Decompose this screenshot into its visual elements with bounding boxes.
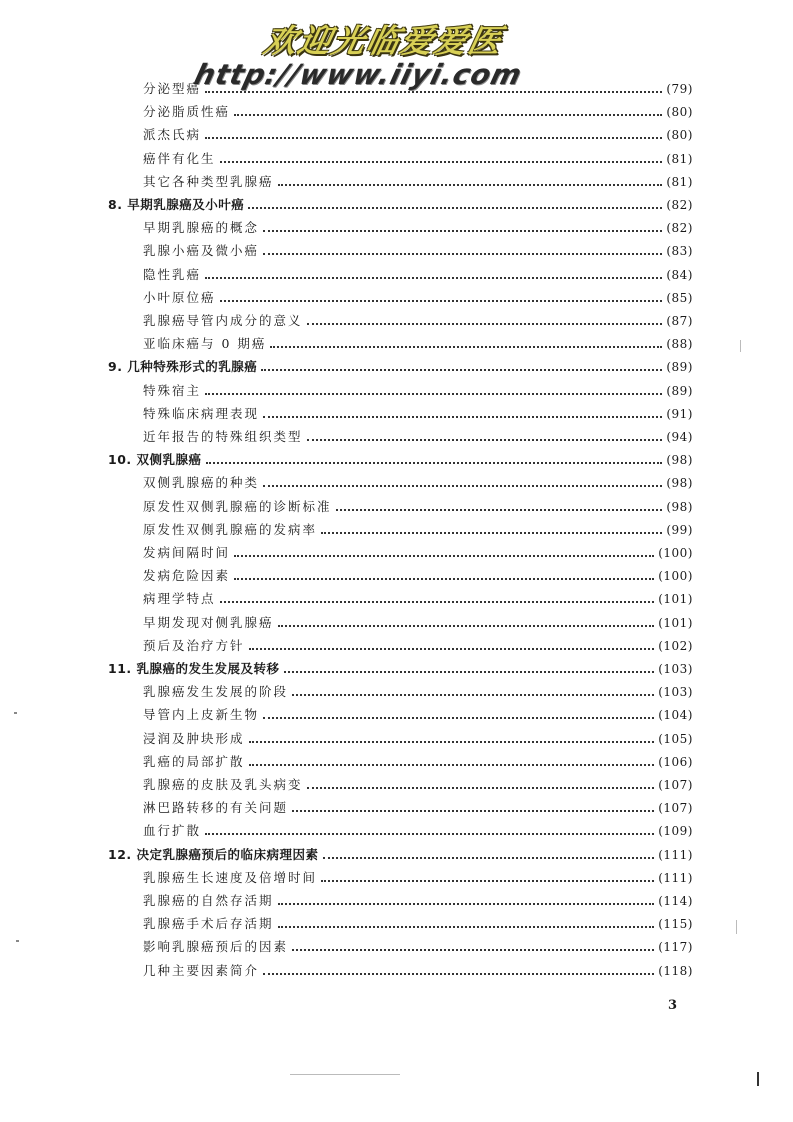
toc-entry-title: 导管内上皮新生物 [143,707,260,723]
toc-entry-page: (82) [666,221,693,236]
dot-leader [284,671,655,673]
toc-subsection-entry [143,612,693,634]
toc-entry-title: 乳癌的局部扩散 [143,753,245,769]
dot-leader [307,323,663,325]
toc-entry-page: (105) [658,731,693,746]
dot-leader [323,857,655,859]
toc-subsection-entry [143,287,693,309]
dot-leader [206,462,663,464]
toc-entry-title: 乳腺癌的皮肤及乳头病变 [143,777,303,792]
toc-subsection-entry [143,751,693,773]
toc-subsection-entry [143,78,693,100]
dot-leader [278,184,663,186]
toc-entry-page: (101) [658,615,693,630]
scan-speck [736,920,737,934]
toc-entry-page: (91) [666,406,693,421]
dot-leader [263,230,662,232]
toc-subsection-entry [143,565,693,587]
toc-entry-title: 特殊宿主 [143,382,202,398]
toc-entry-page: (89) [666,360,693,375]
toc-entry-page: (100) [658,546,693,560]
scan-speck [290,1074,400,1075]
toc-entry-title: 11. 乳腺癌的发生发展及转移 [108,661,280,676]
toc-subsection-entry [143,797,693,819]
toc-entry-page: (84) [666,267,693,282]
toc-subsection-entry [143,124,693,146]
dot-leader [321,880,654,882]
toc-entry-page: (87) [666,314,693,328]
toc-subsection-entry [143,171,693,193]
toc-entry-title: 原发性双侧乳腺癌的发病率 [143,521,318,537]
toc-entry-title: 亚临床癌与 0 期癌 [143,336,267,352]
toc-entry-page: (104) [658,708,693,723]
toc-entry-page: (103) [658,662,693,676]
dot-leader [220,601,655,603]
toc-subsection-entry [143,264,693,286]
toc-subsection-entry [143,728,693,750]
toc-subsection-entry [143,310,693,332]
scan-speck [740,340,741,352]
toc-entry-title: 乳腺癌手术后存活期 [143,916,274,932]
toc-entry-page: (85) [666,290,693,305]
watermark-url: http://www.iiyi.com [190,58,526,91]
scan-speck [16,940,19,942]
dot-leader [220,300,663,302]
toc-entry-title: 发病危险因素 [143,568,231,584]
toc-entry-page: (111) [658,870,693,885]
toc-subsection-entry [143,774,693,796]
toc-entry-title: 特殊临床病理表现 [143,405,260,421]
toc-entry-title: 几种主要因素简介 [143,962,260,978]
toc-subsection-entry [143,472,693,494]
dot-leader [261,369,662,371]
dot-leader [234,555,654,557]
toc-entry-page: (98) [666,499,693,514]
toc-entry-page: (99) [666,522,693,537]
dot-leader [292,949,654,951]
dot-leader [205,833,654,835]
toc-subsection-entry [143,426,693,448]
toc-entry-page: (83) [666,244,693,259]
dot-leader [249,741,655,743]
toc-entry-title: 隐性乳癌 [143,266,202,282]
dot-leader [205,137,662,139]
toc-section-entry [108,449,693,471]
toc-entry-title: 血行扩散 [143,823,202,839]
toc-entry-title: 派杰氏病 [143,127,202,143]
dot-leader [278,926,655,928]
dot-leader [278,903,655,905]
toc-entry-page: (80) [666,128,693,143]
toc-subsection-entry [143,867,693,889]
toc-entry-title: 原发性双侧乳腺癌的诊断标准 [143,498,332,514]
dot-leader [249,648,655,650]
toc-subsection-entry [143,519,693,541]
toc-entry-page: (102) [658,638,693,653]
toc-subsection-entry [143,240,693,262]
toc-entry-page: (100) [658,569,693,584]
toc-entry-title: 乳腺癌发生发展的阶段 [143,684,289,700]
scan-speck [757,1072,759,1086]
dot-leader [249,764,655,766]
toc-entry-title: 乳腺小癌及微小癌 [143,243,260,259]
page-number: 3 [668,998,678,1013]
toc-subsection-entry [143,333,693,355]
toc-entry-page: (106) [658,754,693,769]
toc-entry-page: (79) [666,82,693,96]
dot-leader [205,277,662,279]
scan-speck [14,712,17,714]
toc-entry-page: (111) [658,847,693,862]
toc-subsection-entry [143,635,693,657]
toc-entry-page: (98) [666,453,693,468]
toc-entry-title: 早期发现对侧乳腺癌 [143,614,274,630]
toc-entry-page: (118) [658,963,693,978]
toc-entry-title: 其它各种类型乳腺癌 [143,173,274,189]
toc-subsection-entry [143,890,693,912]
toc-entry-title: 癌伴有化生 [143,150,216,166]
toc-entry-title: 影响乳腺癌预后的因素 [143,939,289,955]
toc-entry-title: 乳腺癌导管内成分的意义 [143,313,303,328]
dot-leader [263,253,662,255]
toc-entry-title: 预后及治疗方针 [143,637,245,653]
toc-entry-title: 8. 早期乳腺癌及小叶癌 [108,197,245,212]
dot-leader [307,439,663,441]
toc-entry-page: (98) [666,476,693,491]
dot-leader [292,810,654,812]
toc-entry-title: 9. 几种特殊形式的乳腺癌 [108,359,258,375]
watermark-title: 欢迎光临爱爱医 [260,22,507,60]
toc-subsection-entry [143,542,693,564]
dot-leader [263,416,662,418]
dot-leader [336,509,663,511]
dot-leader [205,91,662,93]
dot-leader [263,485,662,487]
toc-entry-title: 淋巴路转移的有关问题 [143,800,289,816]
toc-entry-page: (107) [658,778,693,792]
toc-entry-title: 浸润及肿块形成 [143,730,245,746]
toc-entry-title: 乳腺癌的自然存活期 [143,893,274,908]
toc-subsection-entry [143,403,693,425]
dot-leader [263,717,654,719]
dot-leader [205,393,662,395]
toc-subsection-entry [143,496,693,518]
dot-leader [234,578,654,580]
toc-entry-page: (107) [658,801,693,816]
toc-subsection-entry [143,217,693,239]
toc-entry-page: (117) [658,940,693,955]
toc-entry-page: (80) [666,105,693,120]
dot-leader [220,161,663,163]
toc-section-entry [108,844,693,866]
toc-entry-page: (81) [666,174,693,189]
toc-entry-page: (114) [658,894,693,908]
dot-leader [248,207,662,209]
toc-subsection-entry [143,380,693,402]
toc-subsection-entry [143,681,693,703]
toc-section-entry [108,356,693,378]
dot-leader [292,694,654,696]
dot-leader [263,973,654,975]
toc-entry-page: (115) [658,917,693,932]
dot-leader [234,114,662,116]
toc-subsection-entry [143,960,693,982]
toc-entry-title: 近年报告的特殊组织类型 [143,429,303,444]
dot-leader [321,532,662,534]
toc-entry-title: 病理学特点 [143,591,216,607]
toc-subsection-entry [143,913,693,935]
toc-entry-title: 分泌脂质性癌 [143,104,231,120]
toc-entry-title: 分泌型癌 [143,81,202,96]
dot-leader [307,787,655,789]
toc-entry-page: (88) [666,337,693,352]
toc-entry-page: (109) [658,824,693,839]
dot-leader [270,346,662,348]
toc-entry-page: (81) [666,151,693,166]
toc-subsection-entry [143,820,693,842]
toc-subsection-entry [143,704,693,726]
toc-section-entry [108,658,693,680]
toc-subsection-entry [143,148,693,170]
toc-entry-title: 早期乳腺癌的概念 [143,220,260,236]
toc-entry-title: 乳腺癌生长速度及倍增时间 [143,869,318,885]
dot-leader [278,625,655,627]
toc-subsection-entry [143,101,693,123]
toc-entry-page: (94) [666,430,693,444]
toc-entry-page: (101) [658,592,693,607]
toc-entry-title: 12. 决定乳腺癌预后的临床病理因素 [108,846,319,862]
toc-entry-page: (89) [666,383,693,398]
toc-subsection-entry [143,936,693,958]
toc-entry-page: (82) [666,198,693,212]
toc-entry-title: 10. 双侧乳腺癌 [108,452,202,468]
toc-subsection-entry [143,588,693,610]
toc-entry-title: 发病间隔时间 [143,545,231,560]
toc-entry-title: 小叶原位癌 [143,289,216,305]
toc-entry-page: (103) [658,685,693,700]
toc-entry-title: 双侧乳腺癌的种类 [143,475,260,491]
toc-section-entry [108,194,693,216]
